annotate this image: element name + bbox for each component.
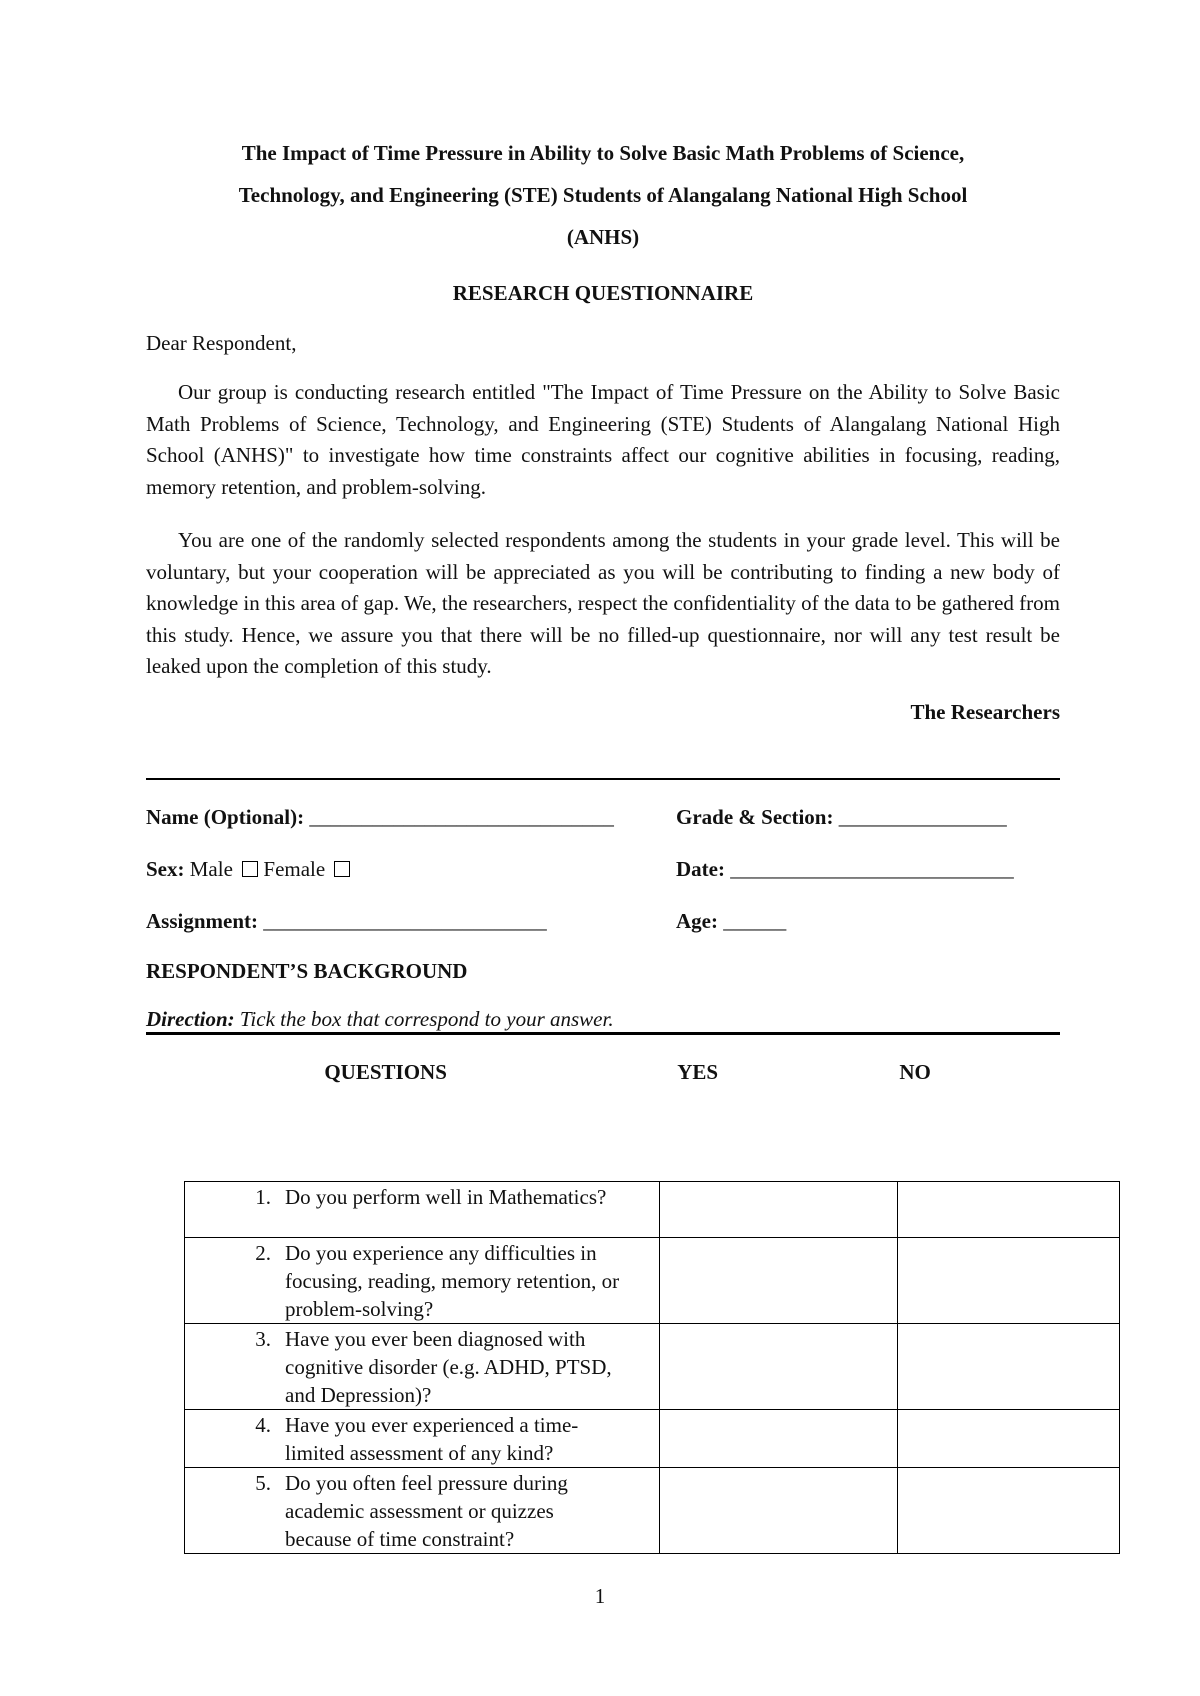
female-checkbox[interactable]: [334, 861, 350, 877]
no-answer-box[interactable]: [897, 1324, 1119, 1410]
date-label: Date:: [676, 857, 725, 881]
divider-line: [146, 778, 1060, 780]
signature: The Researchers: [910, 699, 1060, 724]
document-title-line-2: Technology, and Engineering (STE) Students of Alangalang National High School: [238, 183, 968, 207]
field-row-name-grade: [146, 802, 1060, 832]
intro-paragraph-1: Our group is conducting research entitled "The Impact of Time Pressure on the Ability to Solve Basic Math Problems of Science, Technology, and Engineering (STE) Students of Alangalang National High School (ANHS)" to investigate how time constraints affect our cognitive abilities in focusing, reading, memory retention, and problem-solving.: [146, 380, 1060, 499]
table-row: [185, 1468, 1120, 1554]
document-title-line-3: (ANHS): [566, 225, 640, 249]
assignment-label: Assignment:: [146, 909, 259, 933]
question-cell: [185, 1324, 660, 1410]
question-number: 2.: [255, 1241, 271, 1265]
question-number: 5.: [255, 1471, 271, 1495]
field-row-assignment-age: [146, 906, 1060, 936]
question-text: Do you perform well in Mathematics?: [285, 1185, 607, 1209]
field-row-sex-date: [146, 854, 1060, 884]
no-header: NO: [899, 1059, 931, 1084]
question-number: 3.: [255, 1327, 271, 1351]
no-answer-box[interactable]: [897, 1238, 1119, 1324]
yes-answer-box[interactable]: [659, 1182, 897, 1238]
table-row: [185, 1182, 1120, 1238]
question-text: Do you often feel pressure during academic assessment or quizzes because of time constraint?: [285, 1471, 568, 1551]
date-field[interactable]: ___________________________: [730, 857, 1014, 881]
question-cell: [185, 1238, 660, 1324]
table-row: [185, 1238, 1120, 1324]
table-row: [185, 1324, 1120, 1410]
section-title: RESPONDENT’S BACKGROUND: [146, 959, 468, 983]
age-field[interactable]: ______: [723, 909, 787, 933]
yes-answer-box[interactable]: [659, 1410, 897, 1468]
questions-table: [184, 1181, 1120, 1554]
direction-label: Direction:: [146, 1006, 235, 1031]
name-field[interactable]: _____________________________: [309, 805, 614, 829]
question-text: Have you ever been diagnosed with cognitive disorder (e.g. ADHD, PTSD, and Depression)?: [285, 1327, 612, 1407]
male-option-label: Male: [189, 857, 233, 881]
direction-text: Tick the box that correspond to your answer.: [239, 1006, 614, 1031]
question-text: Do you experience any difficulties in focusing, reading, memory retention, or problem-solving?: [285, 1241, 620, 1321]
question-number: 4.: [255, 1413, 271, 1437]
no-answer-box[interactable]: [897, 1468, 1119, 1554]
question-cell: [185, 1410, 660, 1468]
table-row: [185, 1410, 1120, 1468]
questionnaire-page: [146, 132, 1060, 1088]
question-number: 1.: [255, 1185, 271, 1209]
sex-label: Sex:: [146, 857, 185, 881]
yes-answer-box[interactable]: [659, 1238, 897, 1324]
intro-paragraph-2: You are one of the randomly selected respondents among the students in your grade level. This will be voluntary, but your cooperation will be appreciated as you will be contributing to finding a new body of knowledge in this area of gap. We, the researchers, respect the confidentiality of the data to be gathered from this study. Hence, we assure you that there will be no filled-up questionnaire, nor will any test result be leaked upon the completion of this study.: [146, 528, 1060, 678]
no-answer-box[interactable]: [897, 1410, 1119, 1468]
yes-answer-box[interactable]: [659, 1468, 897, 1554]
yes-header: YES: [677, 1059, 719, 1084]
name-label: Name (Optional):: [146, 805, 305, 829]
assignment-field[interactable]: ___________________________: [263, 909, 547, 933]
grade-section-field[interactable]: ________________: [838, 805, 1007, 829]
grade-section-label: Grade & Section:: [676, 805, 834, 829]
document-subtitle: RESEARCH QUESTIONNAIRE: [452, 281, 754, 305]
question-cell: [185, 1182, 660, 1238]
no-answer-box[interactable]: [897, 1182, 1119, 1238]
questions-header: QUESTIONS: [324, 1059, 447, 1084]
document-title-line-1: The Impact of Time Pressure in Ability to Solve Basic Math Problems of Science,: [241, 141, 965, 165]
page-number: 1: [594, 1584, 606, 1608]
question-cell: [185, 1468, 660, 1554]
table-header: [146, 1057, 1060, 1089]
male-checkbox[interactable]: [242, 861, 258, 877]
question-text: Have you ever experienced a time-limited assessment of any kind?: [285, 1413, 579, 1465]
salutation: Dear Respondent,: [146, 330, 297, 355]
age-label: Age:: [676, 909, 718, 933]
female-option-label: Female: [263, 857, 326, 881]
direction: [146, 1006, 1060, 1035]
yes-answer-box[interactable]: [659, 1324, 897, 1410]
